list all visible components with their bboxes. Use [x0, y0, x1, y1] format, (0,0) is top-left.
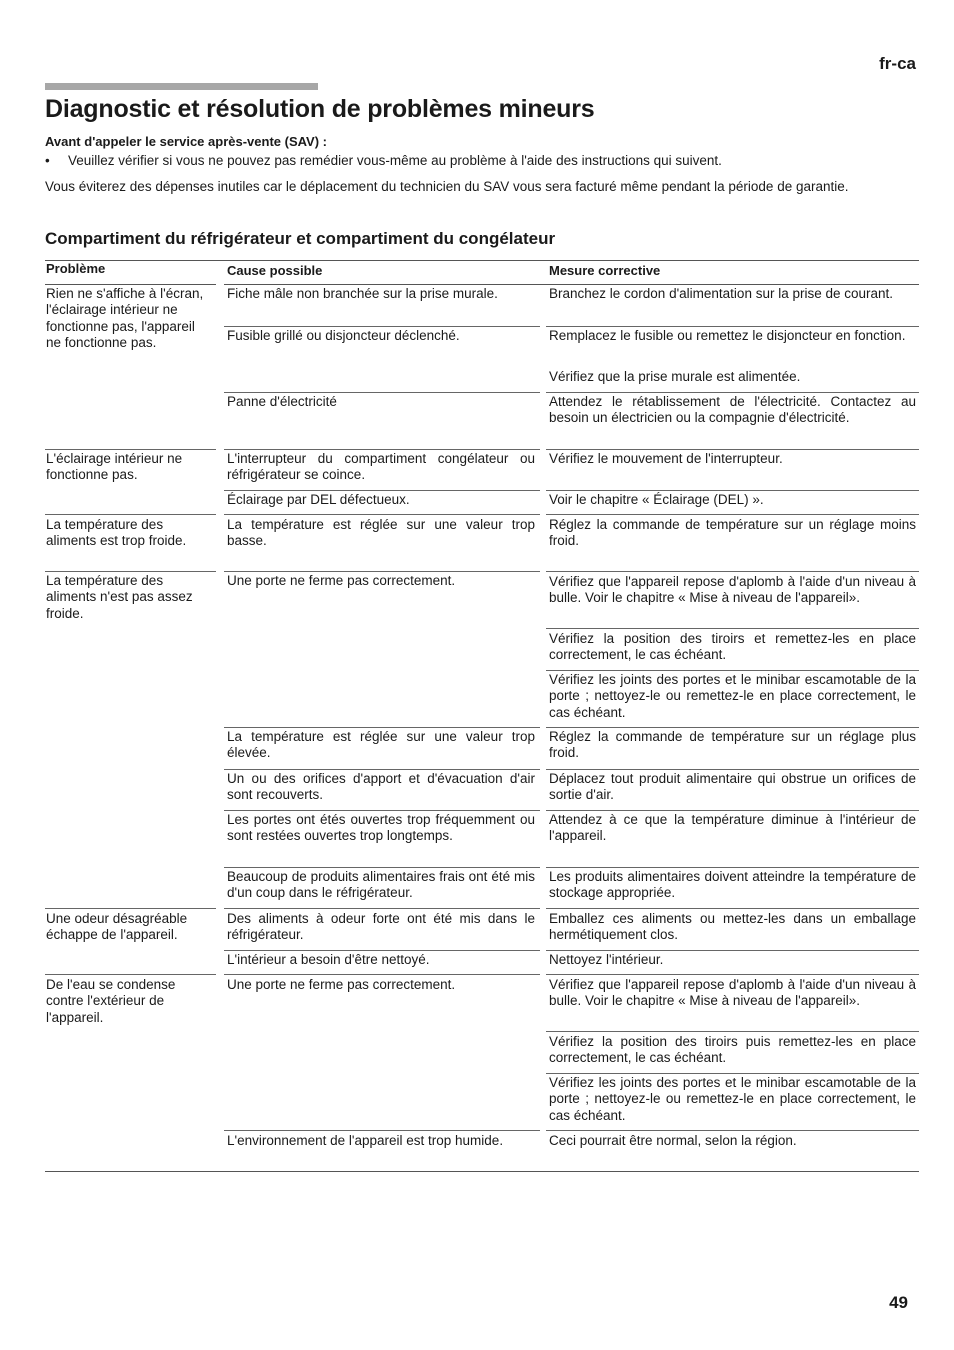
row-divider [45, 571, 216, 572]
measure-cell: Vérifiez la position des tiroirs et remettez-les en place correctement, le cas échéant. [549, 631, 916, 663]
problem-cell: La température des aliments n'est pas assez froide. [46, 573, 193, 621]
row-divider [224, 449, 540, 450]
measure-cell: Vérifiez que l'appareil repose d'aplomb à l'aide d'un niveau à bulle. Voir le chapitre « Mise à niveau de l'appareil». [549, 574, 916, 606]
measure-cell: Réglez la commande de température sur un réglage plus froid. [549, 729, 916, 761]
row-divider [546, 1130, 919, 1131]
measure-cell: Remplacez le fusible ou remettez le disjoncteur en fonction. [549, 328, 906, 343]
row-divider [546, 514, 919, 515]
measure-cell: Nettoyez l'intérieur. [549, 952, 664, 967]
cause-cell: La température est réglée sur une valeur trop élevée. [227, 729, 535, 761]
row-divider [546, 867, 919, 868]
problem-cell: Rien ne s'affiche à l'écran, l'éclairage intérieur ne fonctionne pas, l'appareil ne fonctionne pas. [46, 286, 204, 351]
measure-cell: Vérifiez que l'appareil repose d'aplomb à l'aide d'un niveau à bulle. Voir le chapitre « Mise à niveau de l'appareil». [549, 977, 916, 1009]
measure-cell: Réglez la commande de température sur un réglage moins froid. [549, 517, 916, 549]
measure-cell: Branchez le cordon d'alimentation sur la prise de courant. [549, 286, 894, 301]
row-divider [546, 490, 919, 491]
table-bottom-rule [45, 1171, 919, 1172]
row-divider [546, 1031, 919, 1032]
measure-cell: Les produits alimentaires doivent atteindre la température de stockage appropriée. [549, 869, 916, 901]
cause-cell: Fiche mâle non branchée sur la prise murale. [227, 286, 498, 301]
problem-cell: La température des aliments est trop froide. [46, 517, 187, 549]
measure-cell: Emballez ces aliments ou mettez-les dans un emballage hermétiquement clos. [549, 911, 916, 943]
page-title: Diagnostic et résolution de problèmes mineurs [45, 95, 595, 123]
row-divider [224, 974, 540, 975]
cause-cell: Les portes ont étés ouvertes trop fréquemment ou sont restées ouvertes trop longtemps. [227, 812, 535, 844]
cause-cell: Une porte ne ferme pas correctement. [227, 573, 456, 588]
cause-cell: Éclairage par DEL défectueux. [227, 492, 410, 507]
row-divider [224, 810, 540, 811]
row-divider [546, 449, 919, 450]
header-cause: Cause possible [227, 263, 323, 278]
page-number: 49 [889, 1293, 908, 1312]
header-rule [45, 284, 216, 285]
row-divider [224, 1130, 540, 1131]
row-divider [224, 769, 540, 770]
measure-cell: Attendez le rétablissement de l'électricité. Contactez au besoin un électricien ou la compagnie d'électricité. [549, 394, 916, 426]
measure-cell: Attendez à ce que la température diminue à l'intérieur de l'appareil. [549, 812, 916, 844]
table-top-rule [45, 260, 919, 261]
measure-cell: Vérifiez la position des tiroirs puis remettez-les en place correctement, le cas échéant. [549, 1034, 916, 1066]
row-divider [224, 908, 540, 909]
row-divider [546, 670, 919, 671]
measure-cell: Ceci pourrait être normal, selon la région. [549, 1133, 797, 1148]
cause-cell: L'interrupteur du compartiment congélateur ou réfrigérateur se coince. [227, 451, 535, 483]
measure-cell: Déplacez tout produit alimentaire qui obstrue un orifices de sortie d'air. [549, 771, 916, 803]
bullet-dot: • [45, 153, 50, 168]
cause-cell: Fusible grillé ou disjoncteur déclenché. [227, 328, 460, 343]
row-divider [45, 908, 216, 909]
row-divider [224, 392, 540, 393]
row-divider [45, 449, 216, 450]
row-divider [546, 326, 919, 327]
row-divider [546, 1073, 919, 1074]
row-divider [546, 628, 919, 629]
before-calling-heading: Avant d'appeler le service après-vente (SAV) : [45, 134, 327, 149]
row-divider [224, 867, 540, 868]
measure-cell: Vérifiez les joints des portes et le minibar escamotable de la porte ; nettoyez-le ou remettez-le en place correctement, le cas échéant. [549, 672, 916, 720]
row-divider [546, 571, 919, 572]
problem-cell: Une odeur désagréable échappe de l'appareil. [46, 911, 188, 943]
cause-cell: Un ou des orifices d'apport et d'évacuation d'air sont recouverts. [227, 771, 535, 803]
problem-cell: De l'eau se condense contre l'extérieur de l'appareil. [46, 977, 176, 1025]
header-problem: Problème [46, 261, 106, 276]
bullet-text: Veuillez vérifier si vous ne pouvez pas remédier vous-même au problème à l'aide des instructions qui suivent. [68, 153, 722, 168]
row-divider [546, 727, 919, 728]
cause-cell: Panne d'électricité [227, 394, 337, 409]
row-divider [224, 514, 540, 515]
row-divider [224, 571, 540, 572]
measure-cell: Vérifiez que la prise murale est alimentée. [549, 369, 801, 384]
measure-cell: Vérifiez le mouvement de l'interrupteur. [549, 451, 783, 466]
row-divider [546, 950, 919, 951]
row-divider [224, 326, 540, 327]
row-divider [546, 810, 919, 811]
cause-cell: La température est réglée sur une valeur trop basse. [227, 517, 535, 549]
measure-cell: Voir le chapitre « Éclairage (DEL) ». [549, 492, 764, 507]
row-divider [45, 974, 216, 975]
row-divider [224, 727, 540, 728]
section-title: Compartiment du réfrigérateur et compartiment du congélateur [45, 229, 556, 248]
row-divider [546, 908, 919, 909]
measure-cell: Vérifiez les joints des portes et le minibar escamotable de la porte ; nettoyez-le ou remettez-le en place correctement, le cas échéant. [549, 1075, 916, 1123]
intro-paragraph: Vous éviterez des dépenses inutiles car le déplacement du technicien du SAV vous sera facturé même pendant la période de garantie. [45, 179, 849, 194]
cause-cell: Beaucoup de produits alimentaires frais ont été mis d'un coup dans le réfrigérateur. [227, 869, 535, 901]
row-divider [224, 490, 540, 491]
cause-cell: L'environnement de l'appareil est trop humide. [227, 1133, 504, 1148]
row-divider [45, 514, 216, 515]
row-divider [546, 769, 919, 770]
header-rule [224, 284, 919, 285]
problem-cell: L'éclairage intérieur ne fonctionne pas. [46, 451, 183, 483]
language-tag: fr-ca [879, 54, 916, 73]
row-divider [546, 392, 919, 393]
row-divider [224, 950, 540, 951]
row-divider [546, 974, 919, 975]
cause-cell: Une porte ne ferme pas correctement. [227, 977, 456, 992]
top-rule [45, 83, 318, 90]
cause-cell: L'intérieur a besoin d'être nettoyé. [227, 952, 430, 967]
cause-cell: Des aliments à odeur forte ont été mis dans le réfrigérateur. [227, 911, 535, 943]
header-measure: Mesure corrective [549, 263, 661, 278]
